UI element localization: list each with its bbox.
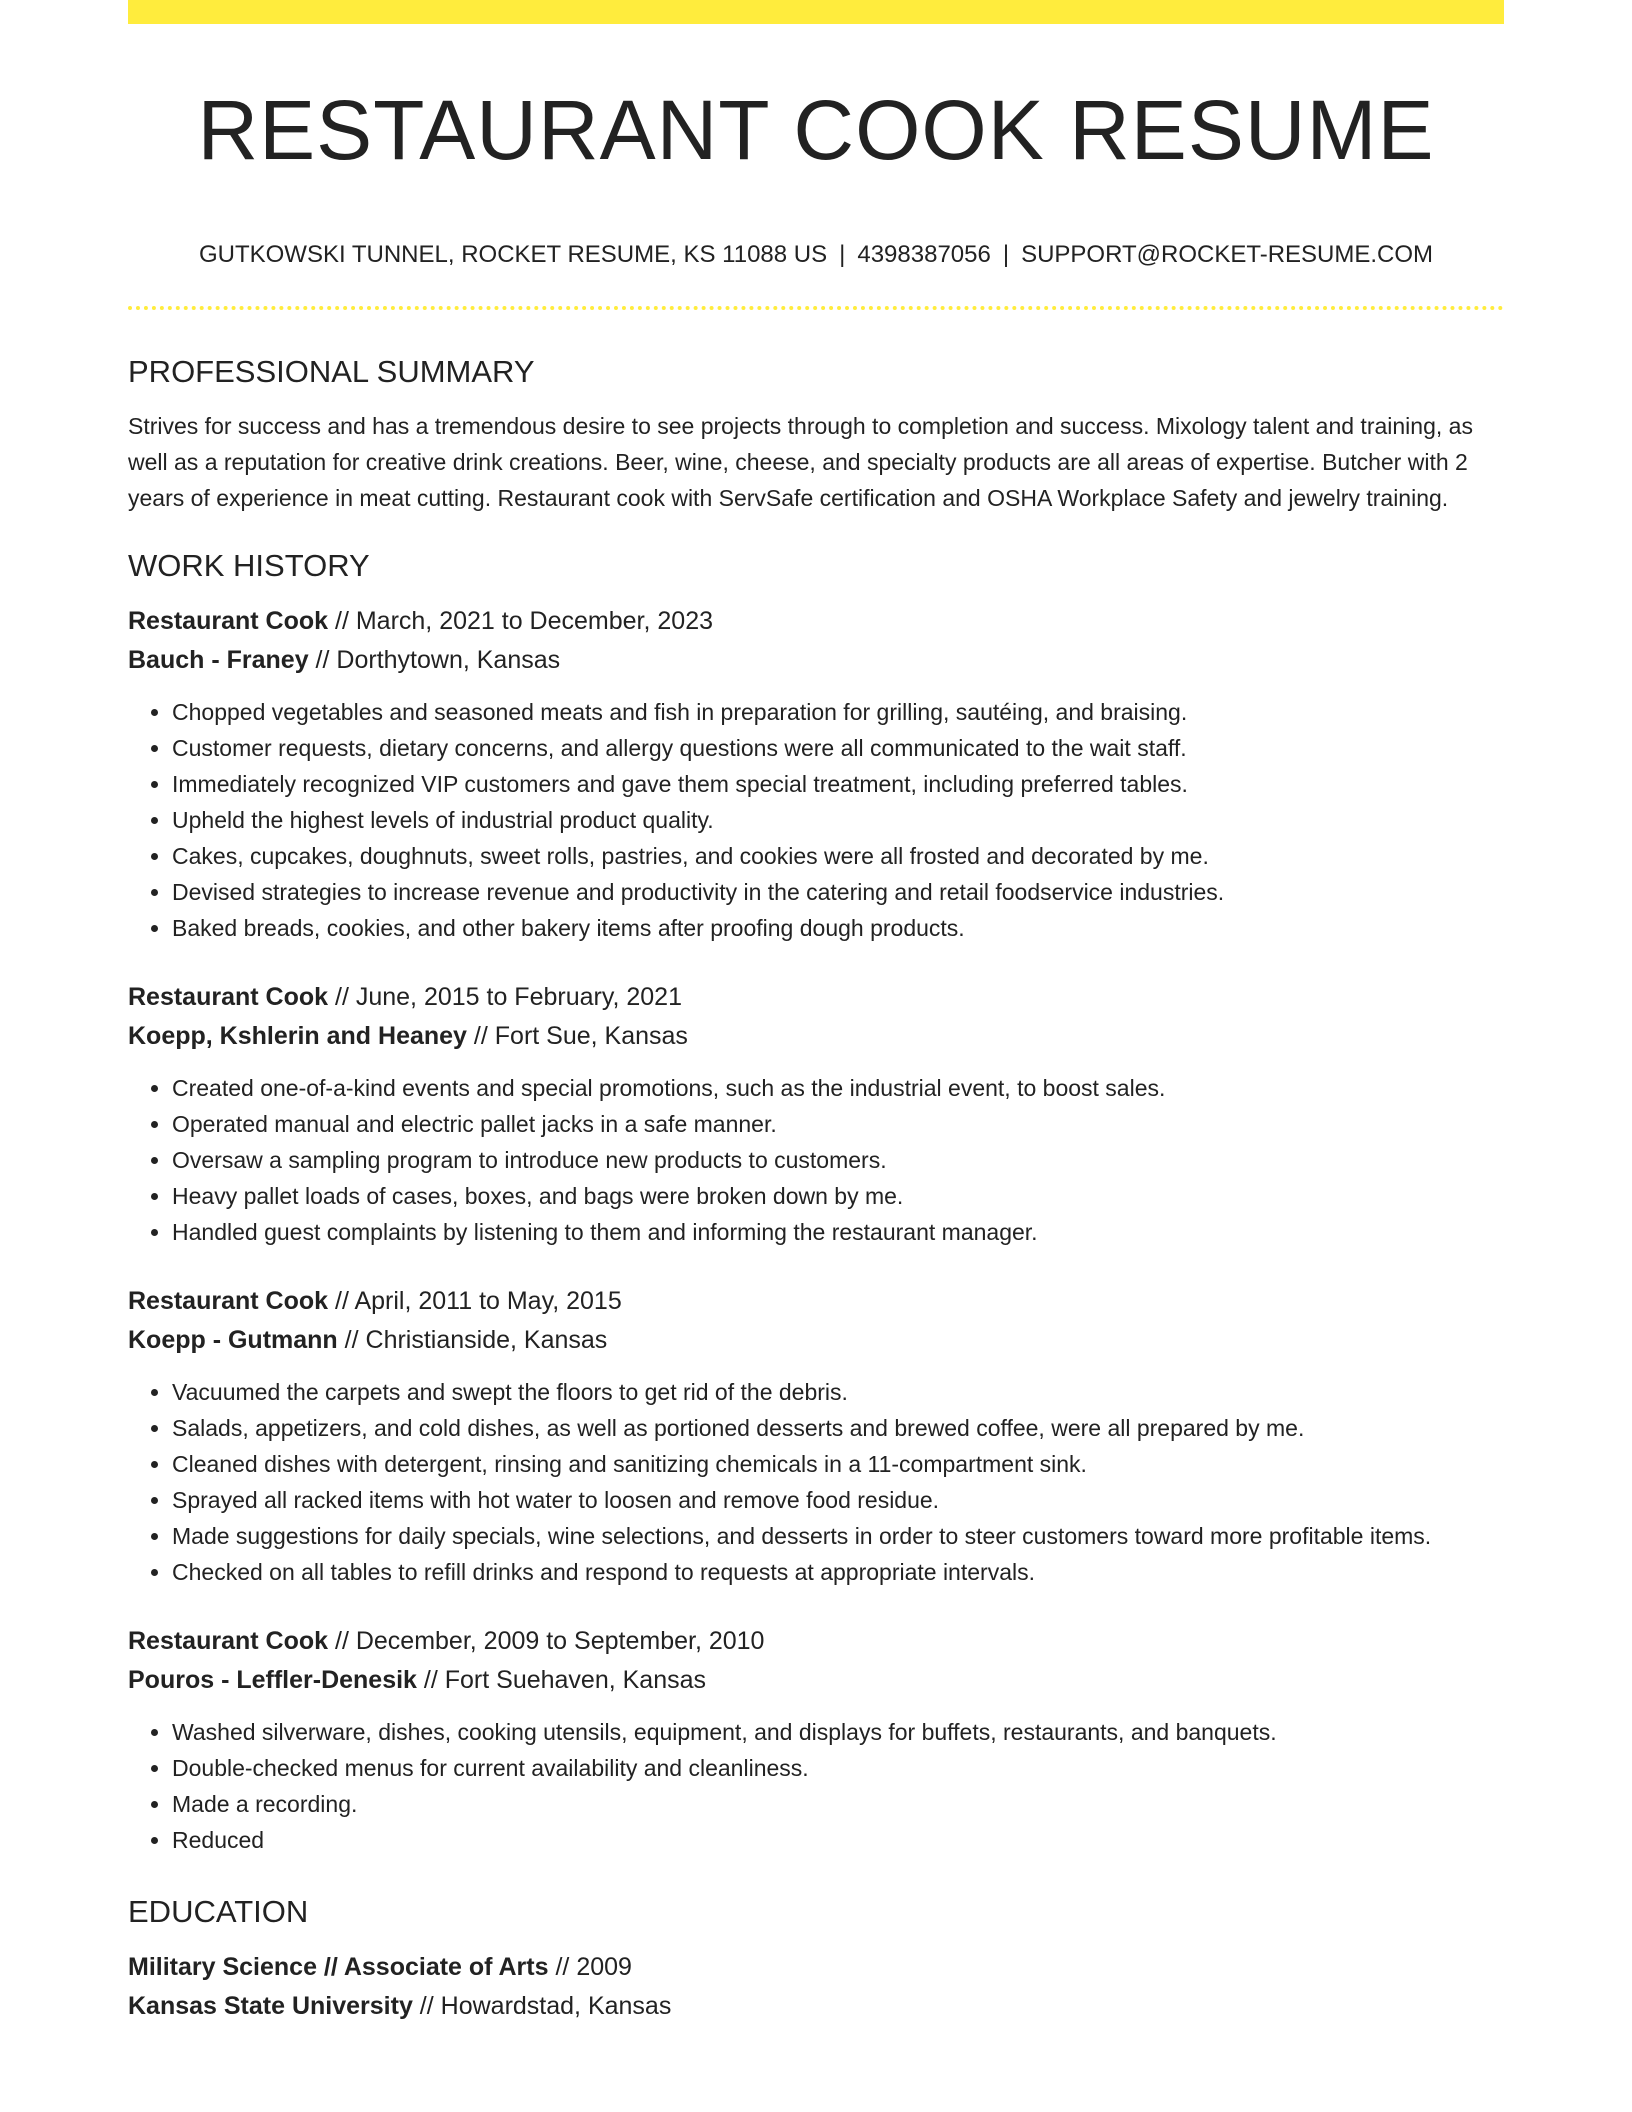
summary-heading: PROFESSIONAL SUMMARY xyxy=(128,354,535,389)
summary-section xyxy=(128,350,1504,516)
job-company-line xyxy=(128,641,1504,680)
resume-title: RESTAURANT COOK RESUME xyxy=(197,83,1435,177)
job-delimiter: // xyxy=(328,1287,355,1315)
work-history-heading: WORK HISTORY xyxy=(128,548,370,583)
job-location: Fort Sue, Kansas xyxy=(494,1022,688,1050)
job-bullet: • Chopped vegetables and seasoned meats and fish in preparation for grilling, sautéing, and braising. xyxy=(172,694,1504,730)
summary-text: Strives for success and has a tremendous desire to see projects through to completion and success. Mixology talent and training, as well as a reputation for creative drink creations. Beer, wine, cheese, and specialty products are all areas of expertise. Butcher with 2 years of experience in meat cutting. Restaurant cook with ServSafe certification and OSHA Workplace Safety and jewelry training. xyxy=(128,413,1473,511)
job-bullet: • Cleaned dishes with detergent, rinsing and sanitizing chemicals in a 11-compartment sink. xyxy=(172,1446,1504,1482)
job-entry xyxy=(128,978,1504,1250)
job-bullet: • Upheld the highest levels of industrial product quality. xyxy=(172,802,1504,838)
job-delimiter: // xyxy=(308,646,337,674)
job-bullet: • Sprayed all racked items with hot water to loosen and remove food residue. xyxy=(172,1482,1504,1518)
resume-page xyxy=(128,0,1504,2112)
education-school: Kansas State University xyxy=(128,1992,413,2020)
contact-line xyxy=(128,238,1504,272)
job-company-line xyxy=(128,1661,1504,1700)
job-location: Dorthytown, Kansas xyxy=(336,646,561,674)
job-bullet-list xyxy=(128,1374,1504,1590)
resume-content xyxy=(128,350,1504,2026)
contact-phone: 4398387056 xyxy=(857,241,991,268)
job-bullet: • Vacuumed the carpets and swept the floors to get rid of the debris. xyxy=(172,1374,1504,1410)
job-title: Restaurant Cook xyxy=(128,983,329,1011)
job-title-line xyxy=(128,978,1504,1017)
job-entry xyxy=(128,1622,1504,1858)
job-company: Koepp - Gutmann xyxy=(128,1326,338,1354)
job-company: Bauch - Franey xyxy=(128,646,309,674)
education-delimiter: // xyxy=(412,1992,441,2020)
job-delimiter: // xyxy=(328,1627,356,1655)
job-dates: December, 2009 to September, 2010 xyxy=(355,1627,765,1655)
job-bullet-list xyxy=(128,1070,1504,1250)
job-location: Christianside, Kansas xyxy=(365,1326,608,1354)
education-list xyxy=(128,1948,1504,2026)
job-delimiter: // xyxy=(466,1022,495,1050)
education-year: 2009 xyxy=(576,1953,632,1981)
job-bullet: • Immediately recognized VIP customers and gave them special treatment, including preferred tables. xyxy=(172,766,1504,802)
job-company-line xyxy=(128,1017,1504,1056)
job-bullet: • Salads, appetizers, and cold dishes, as well as portioned desserts and brewed coffee, were all prepared by me. xyxy=(172,1410,1504,1446)
contact-separator: | xyxy=(1002,241,1010,268)
job-title-line xyxy=(128,1282,1504,1321)
job-delimiter: // xyxy=(328,607,356,635)
job-title-line xyxy=(128,1622,1504,1661)
top-accent-bar xyxy=(128,0,1504,24)
job-bullet: • Oversaw a sampling program to introduce new products to customers. xyxy=(172,1142,1504,1178)
job-delimiter: // xyxy=(337,1326,366,1354)
job-entry xyxy=(128,1282,1504,1590)
contact-email: SUPPORT@ROCKET-RESUME.COM xyxy=(1021,241,1434,268)
job-company: Pouros - Leffler-Denesik xyxy=(128,1666,417,1694)
job-title: Restaurant Cook xyxy=(128,1287,329,1315)
job-bullet: • Double-checked menus for current availability and cleanliness. xyxy=(172,1750,1504,1786)
job-bullet: • Operated manual and electric pallet jacks in a safe manner. xyxy=(172,1106,1504,1142)
job-company: Koepp, Kshlerin and Heaney xyxy=(128,1022,467,1050)
job-bullet: • Made suggestions for daily specials, wine selections, and desserts in order to steer customers toward more profitable items. xyxy=(172,1518,1504,1554)
job-dates: April, 2011 to May, 2015 xyxy=(354,1287,622,1315)
job-bullet: • Created one-of-a-kind events and special promotions, such as the industrial event, to boost sales. xyxy=(172,1070,1504,1106)
header-divider xyxy=(128,306,1504,310)
job-bullet: • Customer requests, dietary concerns, and allergy questions were all communicated to the wait staff. xyxy=(172,730,1504,766)
job-dates: June, 2015 to February, 2021 xyxy=(355,983,682,1011)
job-company-line xyxy=(128,1321,1504,1360)
job-bullet: • Handled guest complaints by listening to them and informing the restaurant manager. xyxy=(172,1214,1504,1250)
education-location: Howardstad, Kansas xyxy=(440,1992,672,2020)
job-bullet: • Checked on all tables to refill drinks and respond to requests at appropriate intervals. xyxy=(172,1554,1504,1590)
job-dates: March, 2021 to December, 2023 xyxy=(355,607,713,635)
job-bullet: • Heavy pallet loads of cases, boxes, and bags were broken down by me. xyxy=(172,1178,1504,1214)
work-history-section xyxy=(128,544,1504,1858)
contact-address: GUTKOWSKI TUNNEL, ROCKET RESUME, KS 11088 US xyxy=(198,241,828,268)
education-degree-line xyxy=(128,1948,1504,1987)
education-delimiter: // xyxy=(548,1953,577,1981)
job-bullet: • Washed silverware, dishes, cooking utensils, equipment, and displays for buffets, restaurants, and banquets. xyxy=(172,1714,1504,1750)
job-title-line xyxy=(128,602,1504,641)
job-bullet-list xyxy=(128,1714,1504,1858)
job-bullet: • Reduced xyxy=(172,1822,1504,1858)
education-heading: EDUCATION xyxy=(128,1894,309,1929)
job-title: Restaurant Cook xyxy=(128,1627,329,1655)
job-bullet: • Cakes, cupcakes, doughnuts, sweet rolls, pastries, and cookies were all frosted and decorated by me. xyxy=(172,838,1504,874)
job-bullet: • Baked breads, cookies, and other bakery items after proofing dough products. xyxy=(172,910,1504,946)
job-delimiter: // xyxy=(416,1666,445,1694)
education-school-line xyxy=(128,1987,1504,2026)
job-bullet-list xyxy=(128,694,1504,946)
job-bullet: • Made a recording. xyxy=(172,1786,1504,1822)
job-list xyxy=(128,602,1504,1858)
contact-separator: | xyxy=(839,241,846,268)
job-delimiter: // xyxy=(328,983,356,1011)
job-bullet: • Devised strategies to increase revenue and productivity in the catering and retail foodservice industries. xyxy=(172,874,1504,910)
job-entry xyxy=(128,602,1504,946)
job-title: Restaurant Cook xyxy=(128,607,329,635)
education-section xyxy=(128,1890,1504,2026)
education-degree: Military Science // Associate of Arts xyxy=(128,1953,549,1981)
job-location: Fort Suehaven, Kansas xyxy=(444,1666,707,1694)
